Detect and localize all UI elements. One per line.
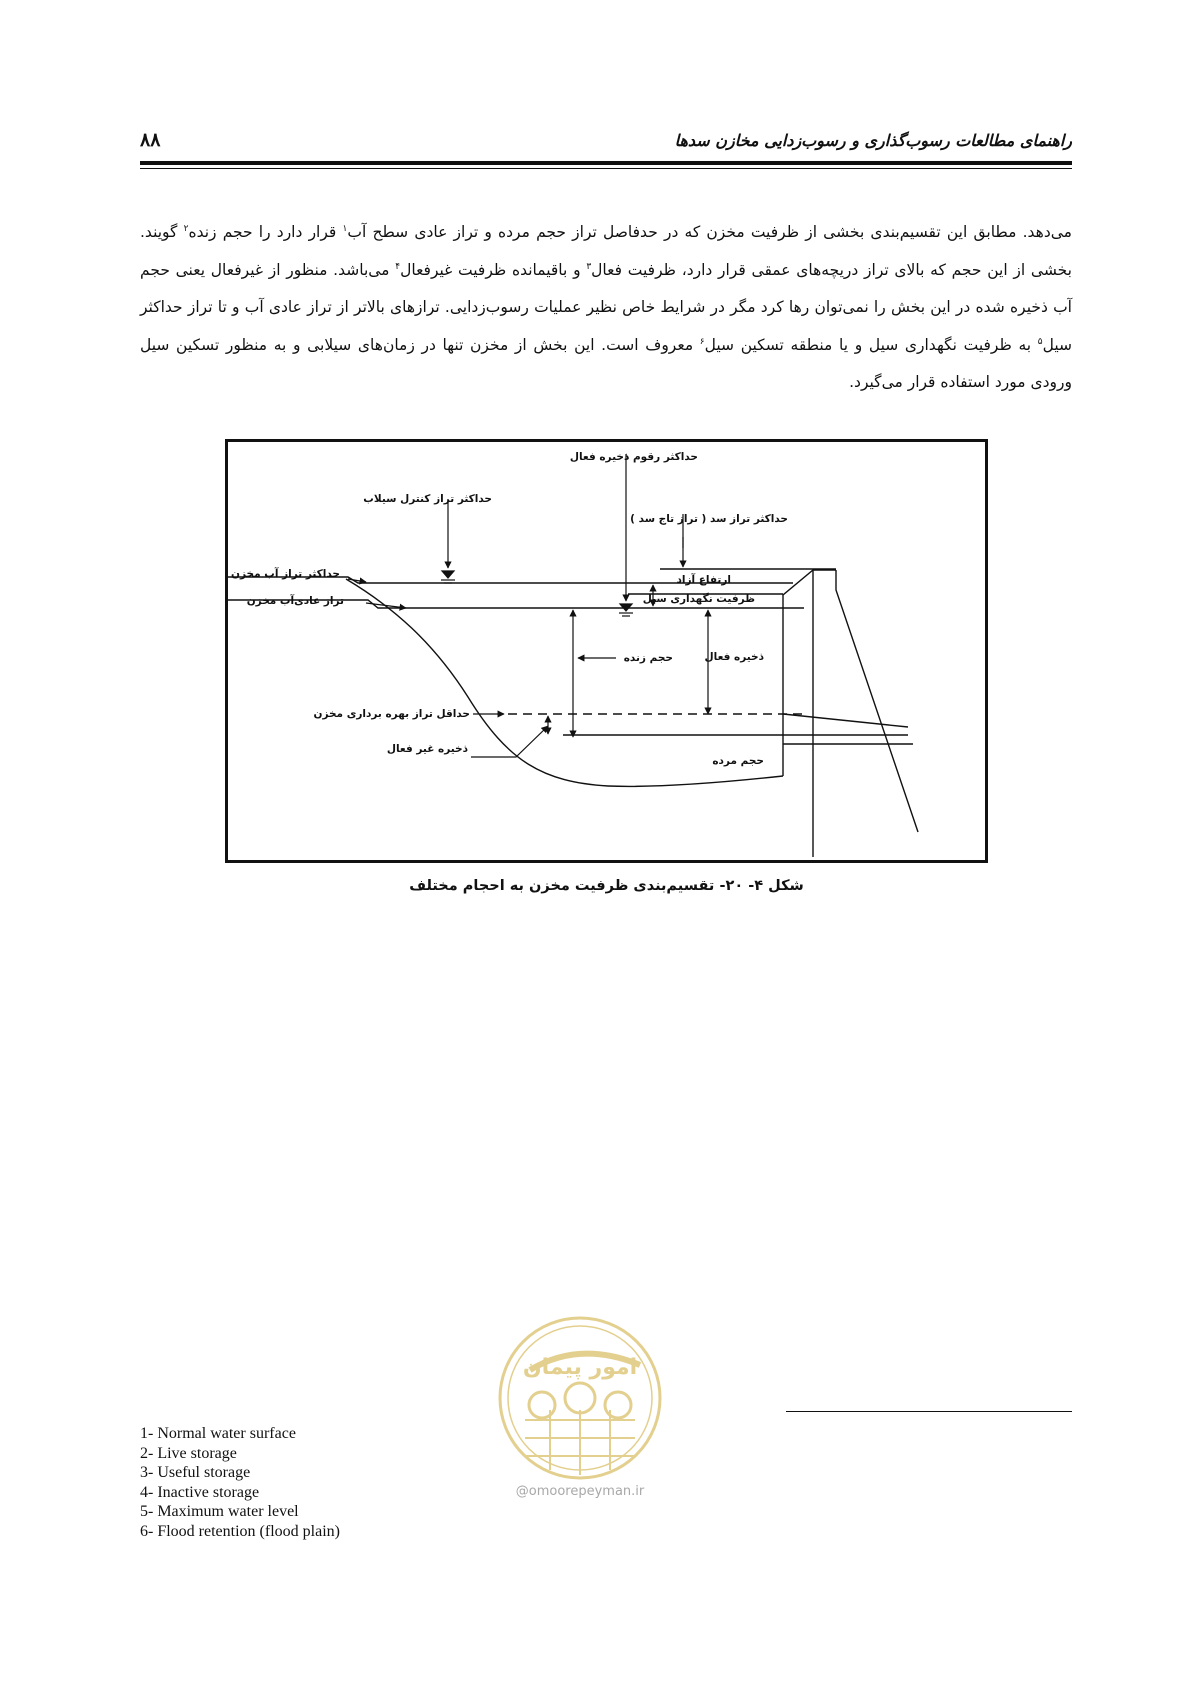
sentence: می‌دهد. مطابق این تقسیم‌بندی بخشی از ظرفیت مخزن که در حدفاصل تراز حجم مرده و تراز عادی سطح آب bbox=[347, 223, 1072, 241]
page-number: ۸۸ bbox=[140, 129, 161, 151]
sentence: گویند. بخشی از این حجم که بالای تراز دریچه‌های عمقی قرار دارد، ظرفیت فعال bbox=[140, 223, 1072, 279]
footnote-ref[interactable]: ۵ bbox=[1037, 336, 1043, 347]
sentence: می‌باشد. منظور از غیرفعال یعنی حجم آب ذخیره شده در این بخش را نمی‌توان رها کرد مگر در شرایط خاص نظیر عملیات رسوب‌زدایی. ترازهای بالاتر از تراز عادی آب و تا تراز حداکثر سیل bbox=[140, 260, 1072, 354]
caption-text: تقسیم‌بندی ظرفیت مخزن به احجام مختلف bbox=[409, 878, 715, 894]
label-active-storage: ذخیره فعال bbox=[704, 651, 764, 663]
footnote-item: 6- Flood retention (flood plain) bbox=[140, 1522, 340, 1540]
footnote-ref[interactable]: ۴ bbox=[395, 261, 401, 272]
label-max-reservoir-water-level: حداکثر تراز آب مخزن bbox=[231, 568, 340, 580]
body-paragraph bbox=[140, 214, 1072, 402]
header-rule-thin bbox=[140, 168, 1072, 169]
label-normal-reservoir-water-level: تراز عادی‌آب مخزن bbox=[246, 595, 344, 607]
footnote-item: 5- Maximum water level bbox=[140, 1503, 299, 1521]
footnote-item: 1- Normal water surface bbox=[140, 1425, 296, 1442]
label-min-operating-level: حداقل تراز بهره برداری مخزن bbox=[313, 708, 470, 720]
watermark-brand: امور پیمان bbox=[522, 1355, 638, 1380]
watermark-emblem-icon bbox=[490, 1310, 670, 1482]
footnote-item: 3- Useful storage bbox=[140, 1464, 251, 1482]
label-freeboard: ارتفاع آزاد bbox=[676, 574, 731, 586]
dam-downstream-face bbox=[836, 570, 918, 832]
footnote-ref[interactable]: ۳ bbox=[586, 261, 592, 272]
diagram-svg bbox=[228, 442, 985, 860]
figure-caption bbox=[225, 878, 988, 894]
sentence: قرار دارد را حجم زنده bbox=[188, 223, 337, 241]
label-max-dam-level: حداکثر تراز سد ( تراز تاج سد ) bbox=[630, 513, 788, 525]
footnote-separator bbox=[786, 1411, 1072, 1412]
footnote-item: 4- Inactive storage bbox=[140, 1483, 260, 1501]
reservoir-diagram bbox=[225, 439, 988, 863]
sentence: و باقیمانده ظرفیت غیرفعال bbox=[400, 260, 581, 279]
sentence: معروف است. این بخش از مخزن تنها در زمان‌های سیلابی و به منظور تسکین سیل ورودی مورد استفاده قرار می‌گیرد. bbox=[140, 335, 1072, 391]
watermark-logo bbox=[490, 1310, 670, 1510]
footnote-ref[interactable]: ۶ bbox=[699, 336, 705, 347]
label-max-flood-control-level: حداکثر تراز کنترل سیلاب bbox=[363, 493, 492, 505]
header-rule-thick bbox=[140, 161, 1072, 165]
footnote-ref[interactable]: ۱ bbox=[342, 223, 348, 234]
caption-number: شکل ۴- ۲۰- bbox=[719, 878, 804, 894]
label-dead-volume: حجم مرده bbox=[712, 755, 764, 767]
label-flood-storage-capacity: ظرفیت نگهداری سیل bbox=[642, 593, 755, 605]
sentence: به ظرفیت نگهداری سیل و یا منطقه تسکین سیل bbox=[704, 335, 1032, 354]
watermark-url[interactable]: @omoorepeyman.ir bbox=[515, 1484, 645, 1499]
label-inactive-storage: ذخیره غیر فعال bbox=[386, 743, 468, 755]
footnote-ref[interactable]: ۲ bbox=[183, 223, 189, 234]
page-header bbox=[140, 125, 1072, 165]
running-title: راهنمای مطالعات رسوب‌گذاری و رسوب‌زدایی مخازن سدها bbox=[674, 131, 1072, 150]
water-surface-symbol bbox=[441, 571, 633, 616]
footnote-item: 2- Live storage bbox=[140, 1444, 237, 1462]
footnote-list bbox=[140, 1424, 340, 1542]
label-live-volume: حجم زنده bbox=[623, 652, 673, 664]
label-max-active-storage-elev: حداکثر رقوم ذخیره فعال bbox=[569, 451, 698, 463]
